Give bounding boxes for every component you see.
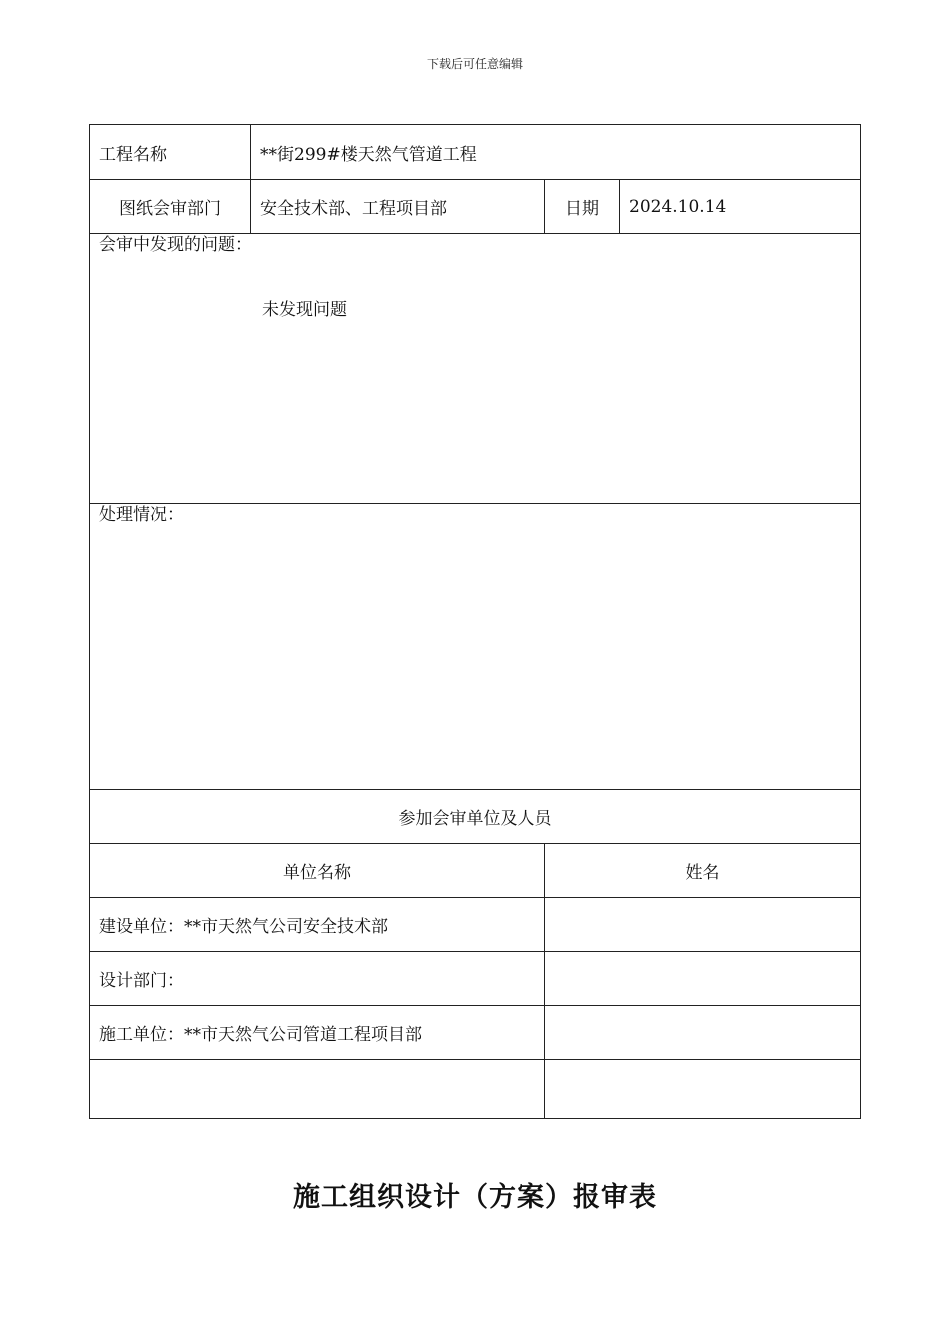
col-unit-header: 单位名称 [90, 844, 545, 898]
table-row [90, 952, 861, 1006]
name-cell [545, 952, 861, 1006]
name-cell [545, 1006, 861, 1060]
date-label: 日期 [545, 180, 620, 234]
name-cell [545, 1060, 861, 1119]
dept-value: 安全技术部、工程项目部 [251, 180, 545, 234]
unit-cell: 施工单位：**市天然气公司管道工程项目部 [90, 1006, 545, 1060]
unit-cell: 设计部门： [90, 952, 545, 1006]
issues-text: 未发现问题 [262, 300, 347, 320]
table-row [90, 1006, 861, 1060]
processing-label: 处理情况： [99, 505, 184, 525]
table-row [90, 898, 861, 952]
project-label: 工程名称 [90, 125, 251, 180]
issues-label: 会审中发现的问题： [99, 235, 252, 255]
next-section-title: 施工组织设计（方案）报审表 [293, 1182, 657, 1213]
processing-row [90, 504, 861, 790]
name-cell [545, 898, 861, 952]
project-row [90, 125, 861, 180]
dept-label: 图纸会审部门 [90, 180, 251, 234]
unit-cell: 建设单位：**市天然气公司安全技术部 [90, 898, 545, 952]
attendees-heading-row [90, 790, 861, 844]
col-name-header: 姓名 [545, 844, 861, 898]
table-row [90, 1060, 861, 1119]
header-note: 下载后可任意编辑 [426, 57, 523, 71]
attendees-header-row [90, 844, 861, 898]
issues-row [90, 234, 861, 504]
issues-cell [90, 234, 861, 504]
project-value: **街299#楼天然气管道工程 [251, 125, 861, 180]
attendees-heading: 参加会审单位及人员 [90, 790, 861, 844]
date-value: 2024.10.14 [620, 180, 861, 234]
drawing-review-form [89, 124, 861, 1119]
unit-cell [90, 1060, 545, 1119]
processing-cell [90, 504, 861, 790]
dept-date-row [90, 180, 861, 234]
